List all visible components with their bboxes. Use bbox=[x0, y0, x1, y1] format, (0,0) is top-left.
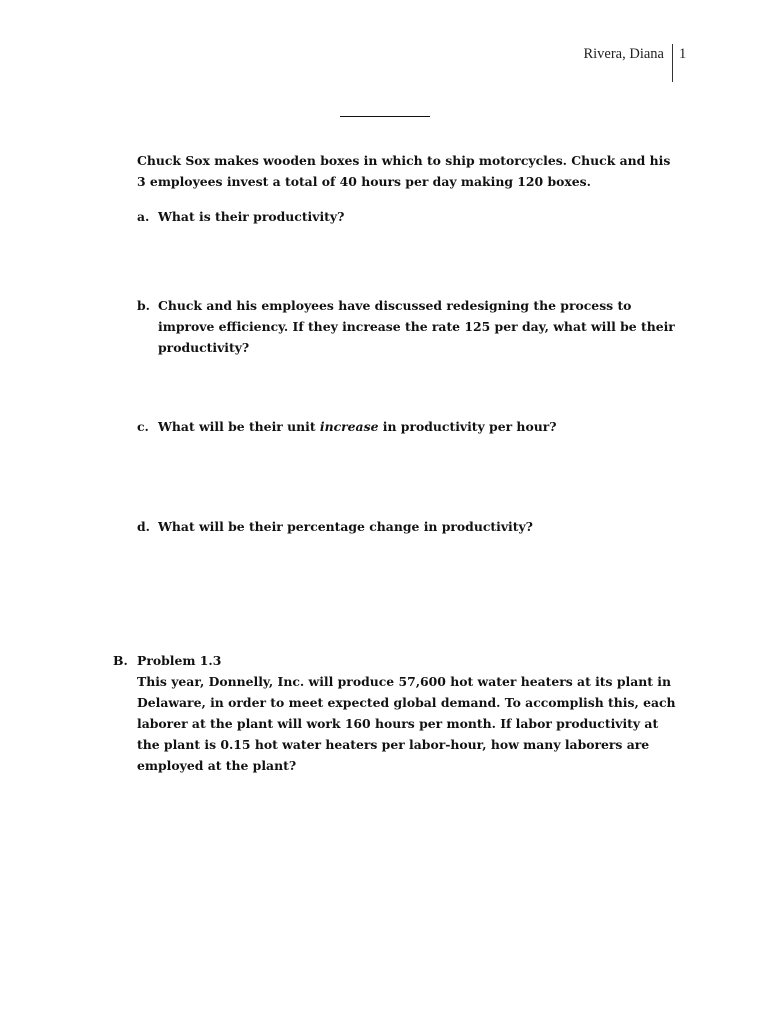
question-c bbox=[137, 416, 677, 437]
title-blank-line bbox=[340, 116, 430, 117]
header-divider bbox=[672, 44, 673, 82]
section-text: This year, Donnelly, Inc. will produce 57,600 hot water heaters at its plant in Delaware, in order to meet expected global demand. To accomplish this, each laborer at the plant will work 160 hours per month. If labor productivity at the plant is 0.15 hot water heaters per labor-hour, how many laborers are employed at the plant? bbox=[137, 674, 676, 773]
question-d bbox=[137, 516, 677, 537]
section-letter: B. bbox=[113, 653, 128, 668]
question-emphasis: increase bbox=[319, 419, 379, 434]
problem-intro-text: Chuck Sox makes wooden boxes in which to ship motorcycles. Chuck and his 3 employees invest a total of 40 hours per day making 120 boxes. bbox=[137, 153, 671, 189]
section-body bbox=[137, 650, 683, 776]
question-text: Chuck and his employees have discussed redesigning the process to improve efficiency. If they increase the rate 125 per day, what will be their productivity? bbox=[158, 298, 675, 355]
question-text: What will be their percentage change in productivity? bbox=[158, 519, 533, 534]
question-letter: c. bbox=[137, 419, 149, 434]
header-page-number: 1 bbox=[679, 46, 687, 62]
question-text-end: in productivity per hour? bbox=[378, 419, 557, 434]
question-text: What is their productivity? bbox=[158, 209, 345, 224]
question-text bbox=[158, 416, 677, 437]
question-letter: d. bbox=[137, 519, 150, 534]
question-letter: a. bbox=[137, 209, 150, 224]
section-title: Problem 1.3 bbox=[137, 653, 222, 668]
problem-b-section bbox=[113, 650, 683, 776]
question-letter: b. bbox=[137, 298, 150, 313]
header-author-name: Rivera, Diana bbox=[583, 46, 664, 62]
question-a bbox=[137, 206, 677, 227]
question-text-start: What will be their unit bbox=[158, 419, 320, 434]
question-b bbox=[137, 295, 677, 358]
